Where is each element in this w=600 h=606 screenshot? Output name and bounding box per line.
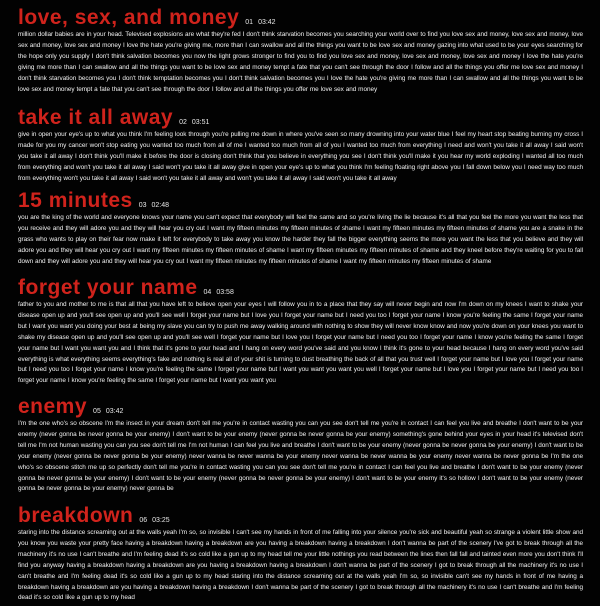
track-duration: 03:58 <box>216 289 234 296</box>
song-header <box>18 505 583 527</box>
song-title: take it all away <box>18 106 174 129</box>
song-lyrics: father to you and mother to me is that all that you have left to believe open your eyes I will follow you in to a place that they say will never begin and now I'm down on my knees I want to shake your disease open up and you'll see open up and you'll see well I forget your name but I love you I forget your name but I need you too I forget your name I know you're feeling the same I forget your name but I want you want you doing your best at being my slave you can try to push me away walking around with nothing to show they will never know know and now you're down on your knees you want to shake my disease open up and you'll see open up and you'll see well I forget your name but I love you I forget your name but I need you too I forget your name I know you're feeling the same I forget your name but I want you want you and I think that it's gone to your head and I hang on every word you've said and you know I think it's gone to your head because I hang on every word you've said everything is what everything seems everything's fake and nothing is real all of your shit is turning to dust breathing the back of all that you trust well I forget your name but I love you I forget your name but I need you too I forget your name I know you're feeling the same I forget your name but I want you want you want you well I forget your name but I love you I forget your name but I need you too I forget your name I know you're feeling the same I forget your name but I want you want you <box>18 301 583 385</box>
track-number: 02 <box>179 119 187 126</box>
song-header <box>18 396 583 418</box>
song-header <box>18 277 583 299</box>
track-number: 06 <box>139 517 148 524</box>
song-lyrics: staring into the distance screaming out at the walls yeah I'm so, so invisible I can't see my hands in front of me falling into your silence you're sick and beautiful yeah so strange a violent little show and you know you waste your pretty face having a breakdown having a breakdown are you having a breakdown having a breakdown I don't wanna be part of the scenery I've got to break through all the machinery it's no use I can't breathe and I'm feeling dead it's so cold like a gun up to my head tell me your little nothings you read between the lines then fall fall and tainted even more you don't think I'll find you anyway having a breakdown having a breakdown are you having a breakdown having a breakdown I don't wanna be part of the scenery I got to break through all the machinery it's no use I can't breathe and I'm feeling dead it's so cold like a gun up to my head staring into the distance screaming out at the walls yeah I'm so, so invisible can't see my hands in front of me having a breakdown having a breakdown are you having a breakdown having a breakdown I don't wanna be part of the scenery I got to break through all the machinery it's no use I can't breathe and I'm feeling dead it's so cold like a gun up to my head <box>18 529 583 602</box>
song-header <box>18 7 583 29</box>
song-lyrics: I'm the one who's so obscene I'm the insect in your dream don't tell me you're in contact wasting you can you see don't tell me you're in contact I can feel you live and breathe I don't want to be your enemy (never gonna be never gonna be your enemy) I don't want to be your enemy (never gonna be never gonna be your enemy) something's gone behind your eyes in your head it's televised don't tell me I'm not human wasting you can you see don't tell me I'm not human I can feel you live and breathe I don't want to be your enemy (never gonna be never gonna be your enemy) I don't want to be your enemy (never gonna be never gonna be your enemy) never wanna be never wanna be your enemy never wanna be never wanna be your enemy never wanna be never gonna be I'm the one who's so obscene stitch me up so perfectly don't tell me you're in contact wasting you can you see don't tell me you're in contact I can feel you live and breathe I don't want to be your enemy (never gonna be never gonna be your enemy) I don't want to be your enemy (never gonna be never gonna be your enemy) I don't want to be your enemy it's so hollow I don't want to be your enemy (never gonna be never gonna be your enemy) never gonna be <box>18 420 583 493</box>
song-lyrics: give in open your eye's up to what you think I'm feeling look through you're pulling me down in where you've seen so many drowning into your water blue I feel my heart stop beating burning my cross I made for you my cancer won't stop eating you wanted too much from all of me I wanted too much from all of you I wanted too much from everything I need and won't you take it all away I said won't you take it all away I don't think you'll make it before the door is closing don't think that you believe in everything you see I don't think you'll make it you hear my world exploding I wanted all too much from everything and won't you take it all away I said won't you take it all away give in open your eye's up to what you think I'm feeling floating right above you I fall down below you I need way too much from everything won't you take it all away I said won't you take it all away and won't you take it all away I said won't you take it all away <box>18 131 583 182</box>
song-title: enemy <box>18 395 88 418</box>
song-title: love, sex, and money <box>18 6 240 29</box>
track-duration: 03:25 <box>152 517 170 524</box>
song-title: forget your name <box>18 276 198 299</box>
song-header <box>18 190 583 212</box>
track-duration: 03:42 <box>105 408 124 415</box>
track-number: 01 <box>245 19 254 26</box>
track-duration: 03:42 <box>258 19 276 26</box>
song-take-it-all-away <box>18 107 583 185</box>
song-title: 15 minutes <box>18 189 133 212</box>
track-duration: 03:51 <box>191 119 210 126</box>
song-forget-your-name <box>18 277 583 387</box>
track-number: 03 <box>138 202 147 209</box>
song-15-minutes <box>18 190 583 268</box>
track-number: 04 <box>203 289 212 296</box>
song-love-sex-and-money <box>18 7 583 95</box>
song-lyrics: you are the king of the world and everyone knows your name you can't expect that everybody will feel the same and so you're living the lie because it's all that you feel the more you want the less that you receive and they will adore you and they will hear you cry out I want my fifteen minutes my fifteen minutes of shame I want my fifteen minutes my fifteen minutes of shame you are a snake in the grass who wants to play on their fear now make it left for everybody to take away you know the harder they fall the bigger everything seems the more you want the less that you believe and they will adore you and they will hear you cry out I want my fifteen minutes my fifteen minutes of shame I want my fifteen minutes my fifteen minutes of shame and they kneel before they're waiting for you to fall down and they will adore you and they will hear you cry out I want my fifteen minutes my fifteen minutes of shame I want my fifteen minutes my fifteen minutes of shame <box>18 214 583 265</box>
song-header <box>18 107 583 129</box>
song-enemy <box>18 396 583 495</box>
song-lyrics: million dollar babies are in your head. Televised explosions are what they're fed I don't think starvation becomes you searching your world over to find you love sex and money, love sex and money, love sex and money, love sex and money I love the hate you're giving me, more than I can swallow and all the things you want to be love sex and money gazing into what used to be your eyes searching for the hope only you supply I don't think salvation becomes you now the light grows stronger to find you to find you love sex and money, love sex and money, love sex and money I love the hate you're giving me more than I can swallow and all the things you want to be love sex and money tempt a fate that you can't see through the door I follow and all the things you offer me love sex and money I don't think starvation becomes you I don't think temptation becomes you I don't think salvation becomes you I love the hate you're giving me more than I can swallow and all the things you want to be love sex and money tempt a fate that you can't see through the door I follow and all the things you offer me love sex and money <box>18 31 583 93</box>
song-breakdown <box>18 505 583 604</box>
track-duration: 02:48 <box>151 202 170 209</box>
song-title: breakdown <box>18 504 134 527</box>
track-number: 05 <box>93 408 101 415</box>
